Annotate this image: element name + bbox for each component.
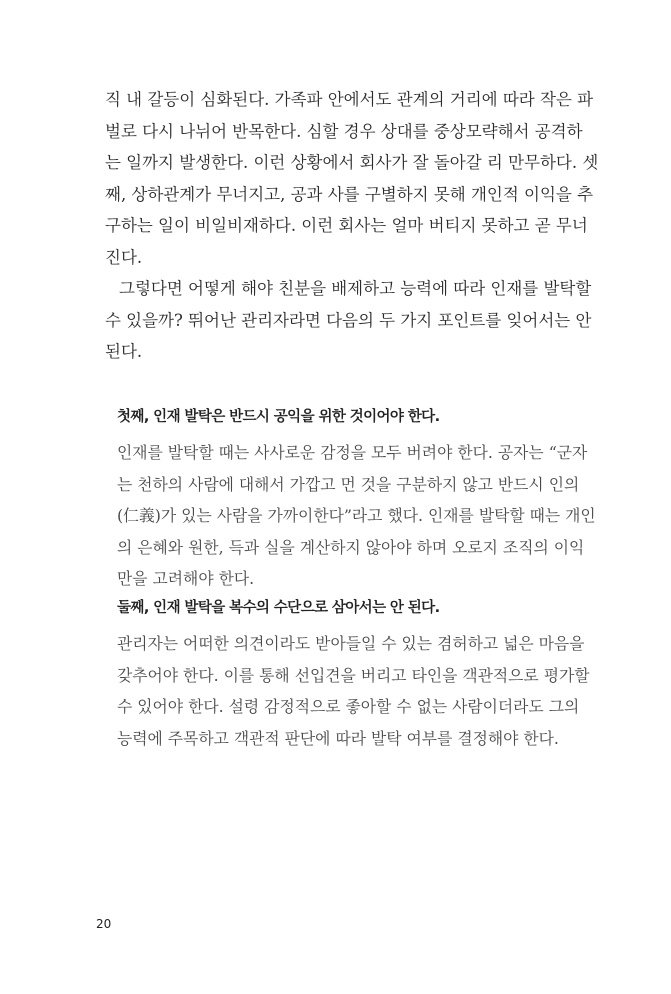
text-line: 인재를 발탁할 때는 사사로운 감정을 모두 버려야 한다. 공자는 “군자 bbox=[117, 443, 588, 462]
point-2-section bbox=[117, 596, 590, 754]
text-line: 는 일까지 발생한다. 이런 상황에서 회사가 잘 돌아갈 리 만무하다. 셋 bbox=[105, 153, 599, 172]
text-line: 능력에 주목하고 객관적 판단에 따라 발탁 여부를 결정해야 한다. bbox=[117, 728, 559, 748]
point-1-section bbox=[117, 405, 596, 595]
text-line: 구하는 일이 비일비재하다. 이런 회사는 얼마 버티지 못하고 곧 무너 bbox=[105, 216, 588, 235]
text-line: 만을 고려해야 한다. bbox=[117, 569, 255, 588]
text-line: 의 은혜와 원한, 득과 실을 계산하지 않아야 하며 오로지 조직의 이익 bbox=[117, 537, 585, 557]
text-line: 직 내 갈등이 심화된다. 가족파 안에서도 관계의 거리에 따라 작은 파 bbox=[105, 90, 594, 109]
text-line: 수 있어야 한다. 설령 감정적으로 좋아할 수 없는 사람이더라도 그의 bbox=[117, 697, 580, 716]
text-line: 갖추어야 한다. 이를 통해 선입견을 버리고 타인을 객관적으로 평가할 bbox=[117, 665, 590, 685]
text-line: 된다. bbox=[105, 342, 143, 361]
text-line: 는 천하의 사람에 대해서 가깝고 먼 것을 구분하지 않고 반드시 인의 bbox=[117, 474, 580, 494]
point-2-body bbox=[117, 628, 590, 754]
point-2-heading: 둘째, 인재 발탁을 복수의 수단으로 삼아서는 안 된다. bbox=[117, 600, 440, 616]
point-1-heading: 첫째, 인재 발탁은 반드시 공익을 위한 것이어야 한다. bbox=[117, 409, 440, 425]
text-line: (仁義)가 있는 사람을 가까이한다”라고 했다. 인재를 발탁할 때는 개인 bbox=[117, 506, 596, 525]
text-line: 수 있을까? 뛰어난 관리자라면 다음의 두 가지 포인트를 잊어서는 안 bbox=[105, 310, 592, 330]
text-line: 진다. bbox=[105, 247, 143, 267]
text-line: 그렇다면 어떻게 해야 친분을 배제하고 능력에 따라 인재를 발탁할 bbox=[119, 279, 592, 298]
point-1-body bbox=[117, 437, 596, 595]
text-line: 관리자는 어떠한 의견이라도 받아들일 수 있는 겸허하고 넓은 마음을 bbox=[117, 634, 585, 653]
text-line: 벌로 다시 나뉘어 반목한다. 심할 경우 상대를 중상모략해서 공격하 bbox=[105, 121, 583, 141]
text-line: 째, 상하관계가 무너지고, 공과 사를 구별하지 못해 개인적 이익을 추 bbox=[105, 184, 594, 204]
body-text bbox=[105, 84, 599, 368]
paragraph-1 bbox=[105, 84, 599, 273]
paragraph-2 bbox=[105, 273, 592, 368]
page-number: 20 bbox=[96, 917, 112, 931]
